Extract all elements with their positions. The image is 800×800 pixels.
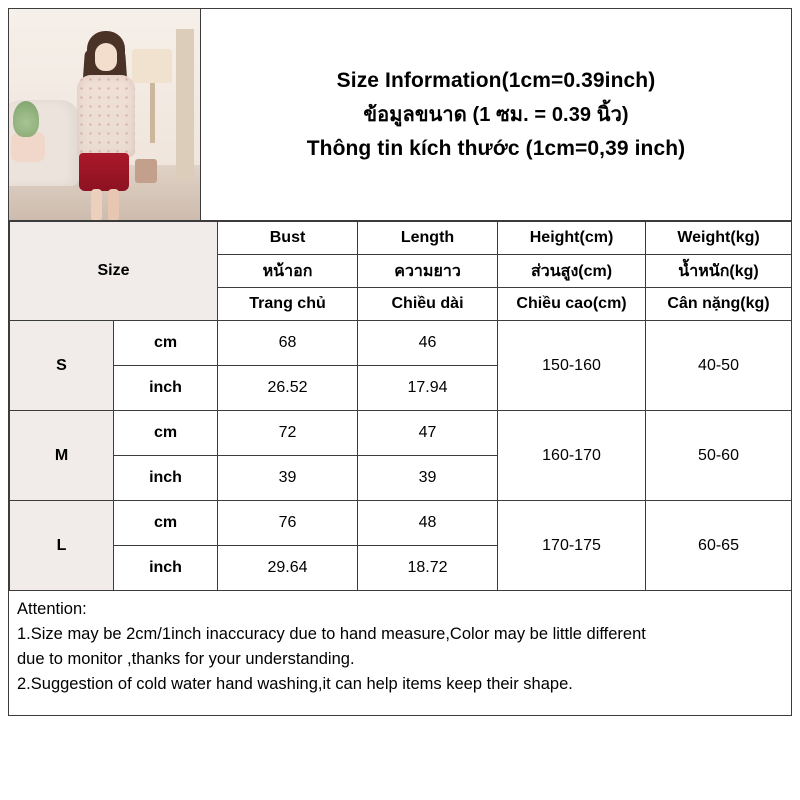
bust-inch-l: 29.64 — [218, 546, 358, 591]
size-chart-sheet — [8, 8, 792, 716]
attention-line-1: 1.Size may be 2cm/1inch inaccuracy due to hand measure,Color may be little different — [17, 625, 646, 643]
bust-inch-s: 26.52 — [218, 366, 358, 411]
weight-l: 60-65 — [646, 501, 792, 591]
header-band — [9, 9, 791, 221]
unit-cm-s: cm — [114, 321, 218, 366]
title-th: ข้อมูลขนาด (1 ซม. = 0.39 นิ้ว) — [363, 103, 629, 126]
photo-plant-icon — [13, 101, 39, 137]
row-size-l: L — [10, 501, 114, 591]
table-row — [10, 321, 792, 366]
unit-inch-l: inch — [114, 546, 218, 591]
size-table — [9, 221, 792, 591]
height-m: 160-170 — [498, 411, 646, 501]
length-cm-s: 46 — [358, 321, 498, 366]
model-top-dot-pattern — [77, 75, 135, 157]
model-handbag — [135, 159, 157, 183]
model-leg-right — [108, 189, 119, 220]
attention-block — [9, 591, 791, 715]
col-header-bust-en: Bust — [218, 222, 358, 255]
length-inch-m: 39 — [358, 456, 498, 501]
title-block — [201, 9, 791, 220]
photo-lamp-stem — [150, 83, 155, 143]
title-vi: Thông tin kích thước (1cm=0,39 inch) — [306, 136, 686, 160]
unit-inch-m: inch — [114, 456, 218, 501]
col-header-weight-th: น้ำหนัก(kg) — [646, 255, 792, 288]
weight-m: 50-60 — [646, 411, 792, 501]
photo-shelf — [176, 29, 194, 179]
col-header-height-vi: Chiều cao(cm) — [498, 288, 646, 321]
table-row — [10, 501, 792, 546]
photo-lamp-icon — [132, 49, 172, 83]
table-row — [10, 411, 792, 456]
row-size-s: S — [10, 321, 114, 411]
length-inch-l: 18.72 — [358, 546, 498, 591]
length-cm-l: 48 — [358, 501, 498, 546]
unit-cm-m: cm — [114, 411, 218, 456]
col-header-height-th: ส่วนสูง(cm) — [498, 255, 646, 288]
length-cm-m: 47 — [358, 411, 498, 456]
bust-cm-l: 76 — [218, 501, 358, 546]
col-header-bust-vi: Trang chủ — [218, 288, 358, 321]
col-header-weight-vi: Cân nặng(kg) — [646, 288, 792, 321]
bust-cm-m: 72 — [218, 411, 358, 456]
attention-line-3: 2.Suggestion of cold water hand washing,it can help items keep their shape. — [17, 675, 573, 693]
col-header-length-vi: Chiều dài — [358, 288, 498, 321]
weight-s: 40-50 — [646, 321, 792, 411]
model-photo — [9, 9, 201, 220]
row-size-m: M — [10, 411, 114, 501]
unit-inch-s: inch — [114, 366, 218, 411]
model-skirt — [79, 153, 129, 191]
col-header-length-th: ความยาว — [358, 255, 498, 288]
model-leg-left — [91, 189, 102, 220]
col-header-length-en: Length — [358, 222, 498, 255]
attention-line-2: due to monitor ,thanks for your understanding. — [17, 650, 355, 668]
height-l: 170-175 — [498, 501, 646, 591]
bust-inch-m: 39 — [218, 456, 358, 501]
title-en: Size Information(1cm=0.39inch) — [336, 68, 656, 92]
height-s: 150-160 — [498, 321, 646, 411]
col-header-weight-en: Weight(kg) — [646, 222, 792, 255]
bust-cm-s: 68 — [218, 321, 358, 366]
table-header-row-en — [10, 222, 792, 255]
length-inch-s: 17.94 — [358, 366, 498, 411]
size-header-cell: Size — [10, 222, 218, 321]
attention-heading: Attention: — [17, 600, 87, 618]
model-face — [95, 43, 117, 71]
col-header-height-en: Height(cm) — [498, 222, 646, 255]
col-header-bust-th: หน้าอก — [218, 255, 358, 288]
unit-cm-l: cm — [114, 501, 218, 546]
